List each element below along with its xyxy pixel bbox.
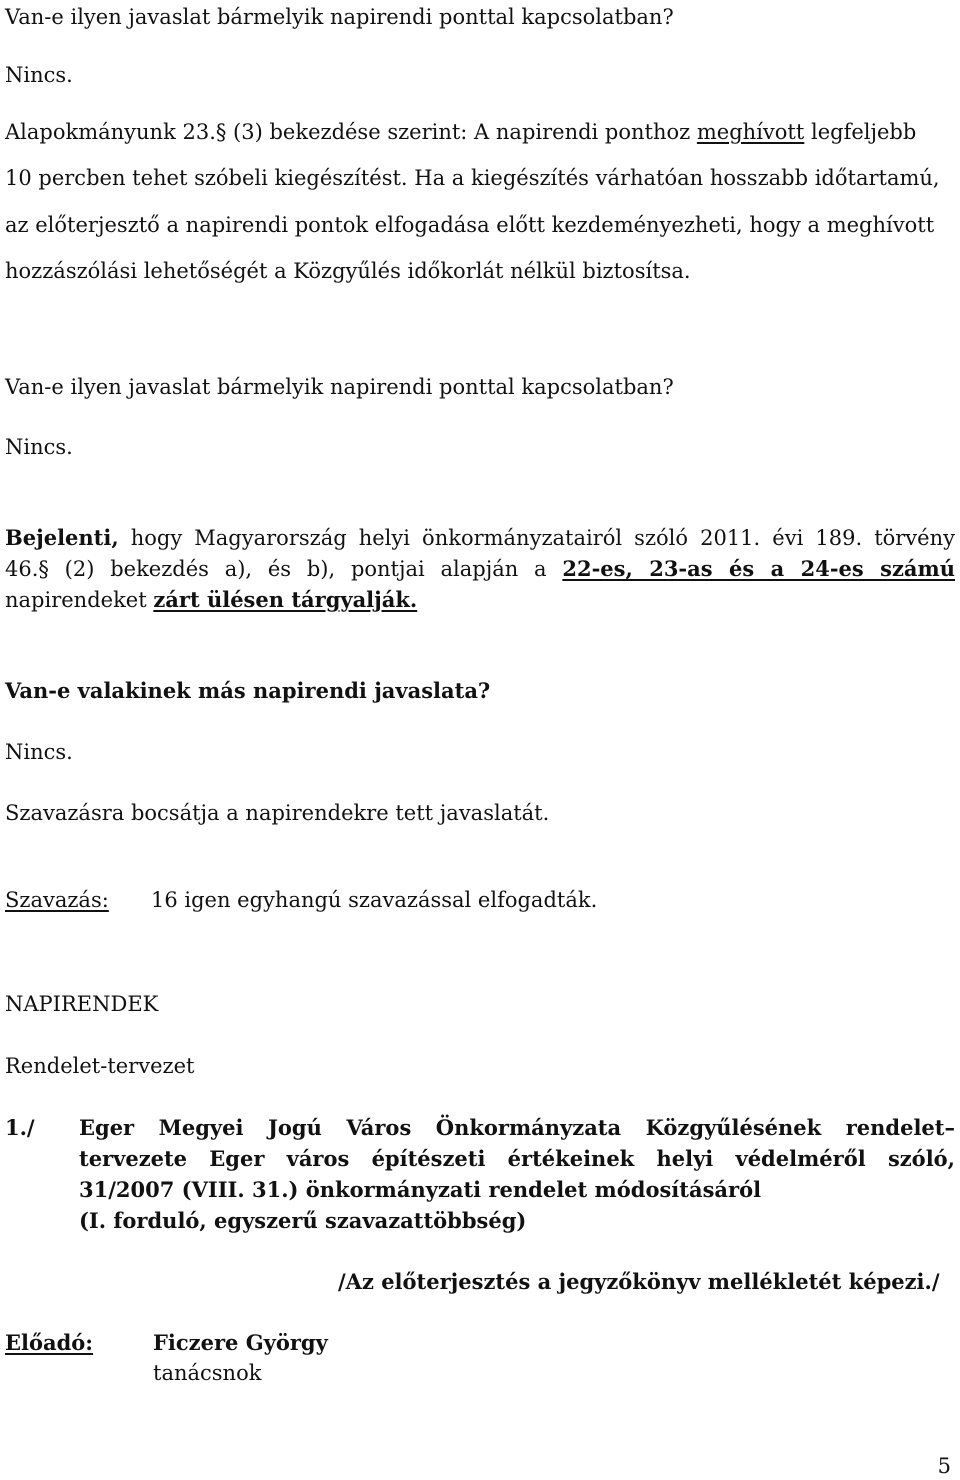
rule-line-3: az előterjesztő a napirendi pontok elfogadása előtt kezdeményezheti, hogy a meghívott (5, 213, 935, 237)
document-page (5, 0, 957, 1480)
closed-session-underlined: zárt ülésen tárgyalják. (153, 587, 418, 612)
attachment-note: /Az előterjesztés a jegyzőkönyv mellékletét képezi./ (338, 1269, 940, 1294)
subsection-title: Rendelet-tervezet (5, 1054, 195, 1078)
page-number: 5 (937, 1454, 951, 1478)
presenter-title: tanácsnok (153, 1361, 262, 1385)
question-3: Van-e valakinek más napirendi javaslata? (5, 678, 491, 703)
announcement-line-2: 46.§ (2) bekezdés a), és b), pontjai alapján a 22-es, 23-as és a 24-es számú (5, 556, 955, 581)
presenter-name: Ficzere György (153, 1330, 328, 1355)
presenter-label: Előadó: (5, 1330, 94, 1355)
rule-line-1: Alapokmányunk 23.§ (3) bekezdése szerint: A napirendi ponthoz meghívott legfeljebb (5, 120, 917, 144)
rule-line-2: 10 percben tehet szóbeli kiegészítést. Ha a kiegészítés várhatóan hosszabb időtartamú, (5, 166, 940, 190)
vote-label: Szavazás: (5, 888, 109, 912)
agenda-item-title: Eger Megyei Jogú Város Önkormányzata Közgyűlésének rendelet– tervezete Eger város építészeti értékeinek helyi védelméről szóló, 31/2007 (VIII. 31.) önkormányzati rendelet módosításáról (I. forduló, egyszerű szavazattöbbség) (79, 1115, 955, 1233)
agenda-item-number: 1./ (5, 1115, 35, 1140)
question-1: Van-e ilyen javaslat bármelyik napirendi ponttal kapcsolatban? (5, 5, 674, 29)
vote-intro: Szavazásra bocsátja a napirendekre tett javaslatát. (5, 801, 550, 825)
announcement-line-1: Bejelenti, hogy Magyarország helyi önkormányzatairól szóló 2011. évi 189. törvény (5, 525, 955, 550)
agenda-numbers-underlined: 22-es, 23-as és a 24-es számú (562, 556, 955, 581)
announcement-lead: Bejelenti, (5, 525, 119, 550)
question-2: Van-e ilyen javaslat bármelyik napirendi ponttal kapcsolatban? (5, 375, 674, 399)
rule-line-4: hozzászólási lehetőségét a Közgyűlés időkorlát nélkül biztosítsa. (5, 259, 691, 283)
link-meghivott: meghívott (696, 120, 805, 144)
answer-1: Nincs. (5, 63, 73, 87)
answer-3: Nincs. (5, 740, 73, 764)
vote-result: 16 igen egyhangú szavazással elfogadták. (151, 888, 598, 912)
announcement-line-3: napirendeket zárt ülésen tárgyalják. (5, 587, 418, 612)
section-title: NAPIRENDEK (5, 992, 159, 1016)
answer-2: Nincs. (5, 435, 73, 459)
